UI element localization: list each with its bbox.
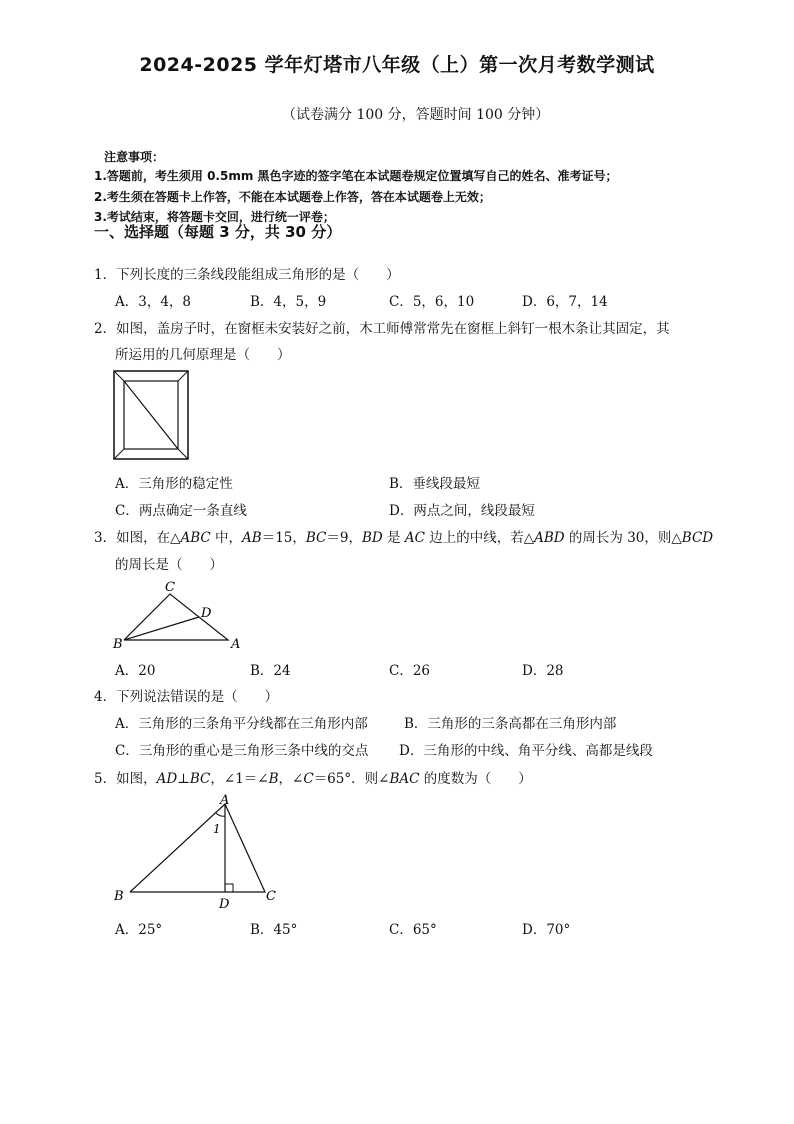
q5-option-a: A．25° (115, 922, 163, 938)
q2-stem-cont: 所运用的几何原理是（ ） (115, 347, 291, 363)
q1-option-c: C．5，6，10 (389, 294, 475, 310)
q1-option-d: D．6，7，14 (522, 294, 608, 310)
q2-option-d: D．两点之间，线段最短 (389, 503, 535, 519)
q3-option-a: A．20 (115, 663, 156, 679)
triangle-abc-figure (108, 576, 258, 652)
q4-option-b: B．三角形的三条高都在三角形内部 (404, 716, 617, 732)
label-b: B (113, 637, 123, 652)
q3-stem: 3．如图，在△ABC 中，AB＝15，BC＝9，BD 是 AC 边上的中线，若△ABD 的周长为 30，则△BCD (94, 530, 714, 546)
q1-option-b: B．4，5，9 (250, 294, 327, 310)
label-c: C (266, 889, 276, 904)
q3-option-c: C．26 (389, 663, 431, 679)
q1-stem: 1．下列长度的三条线段能组成三角形的是（ ） (94, 267, 400, 283)
label-angle-1: 1 (213, 822, 221, 836)
label-a: A (231, 637, 241, 652)
q4-option-a: A．三角形的三条角平分线都在三角形内部 (115, 716, 368, 732)
label-d: D (201, 606, 212, 621)
note-item: 3.考试结束，将答题卡交回，进行统一评卷； (94, 210, 335, 224)
section-heading: 一、选择题（每题 3 分，共 30 分） (94, 223, 342, 241)
q2-option-a: A．三角形的稳定性 (115, 476, 233, 492)
window-frame-figure (112, 368, 192, 464)
page-title: 2024-2025 学年灯塔市八年级（上）第一次月考数学测试 (139, 54, 655, 76)
note-item: 1.答题前，考生须用 0.5mm 黑色字迹的签字笔在本试题卷规定位置填写自己的姓名、准考证号； (94, 169, 618, 183)
q2-stem: 2．如图，盖房子时，在窗框未安装好之前，木工师傅常常先在窗框上斜钉一根木条让其固定，其 (94, 321, 670, 337)
label-d: D (219, 897, 230, 910)
note-item: 2.考生须在答题卡上作答，不能在本试题卷上作答，答在本试题卷上无效； (94, 190, 491, 204)
q2-option-b: B．垂线段最短 (389, 476, 480, 492)
page-subtitle: （试卷满分 100 分，答题时间 100 分钟） (282, 107, 550, 123)
q4-option-d: D．三角形的中线、角平分线、高都是线段 (399, 743, 653, 759)
right-angle-mark (225, 884, 233, 892)
notes-heading: 注意事项： (104, 150, 165, 164)
diagonal-brace (124, 381, 178, 449)
q4-stem: 4．下列说法错误的是（ ） (94, 689, 279, 705)
q4-option-c: C．三角形的重心是三角形三条中线的交点 (115, 743, 369, 759)
triangle-adbc-figure (108, 788, 288, 910)
label-a: A (220, 793, 230, 808)
q1-option-a: A．3，4，8 (115, 294, 192, 310)
label-c: C (165, 580, 175, 595)
angle-1-arc (216, 813, 225, 816)
q3-stem-cont: 的周长是（ ） (115, 557, 223, 573)
label-b: B (114, 889, 124, 904)
q5-option-c: C．65° (389, 922, 437, 938)
q5-option-b: B．45° (250, 922, 298, 938)
q5-option-d: D．70° (522, 922, 571, 938)
q2-option-c: C．两点确定一条直线 (115, 503, 247, 519)
q3-option-d: D．28 (522, 663, 564, 679)
q5-stem: 5．如图，AD⊥BC，∠1＝∠B，∠C＝65°．则∠BAC 的度数为（ ） (94, 771, 532, 787)
q3-option-b: B．24 (250, 663, 291, 679)
